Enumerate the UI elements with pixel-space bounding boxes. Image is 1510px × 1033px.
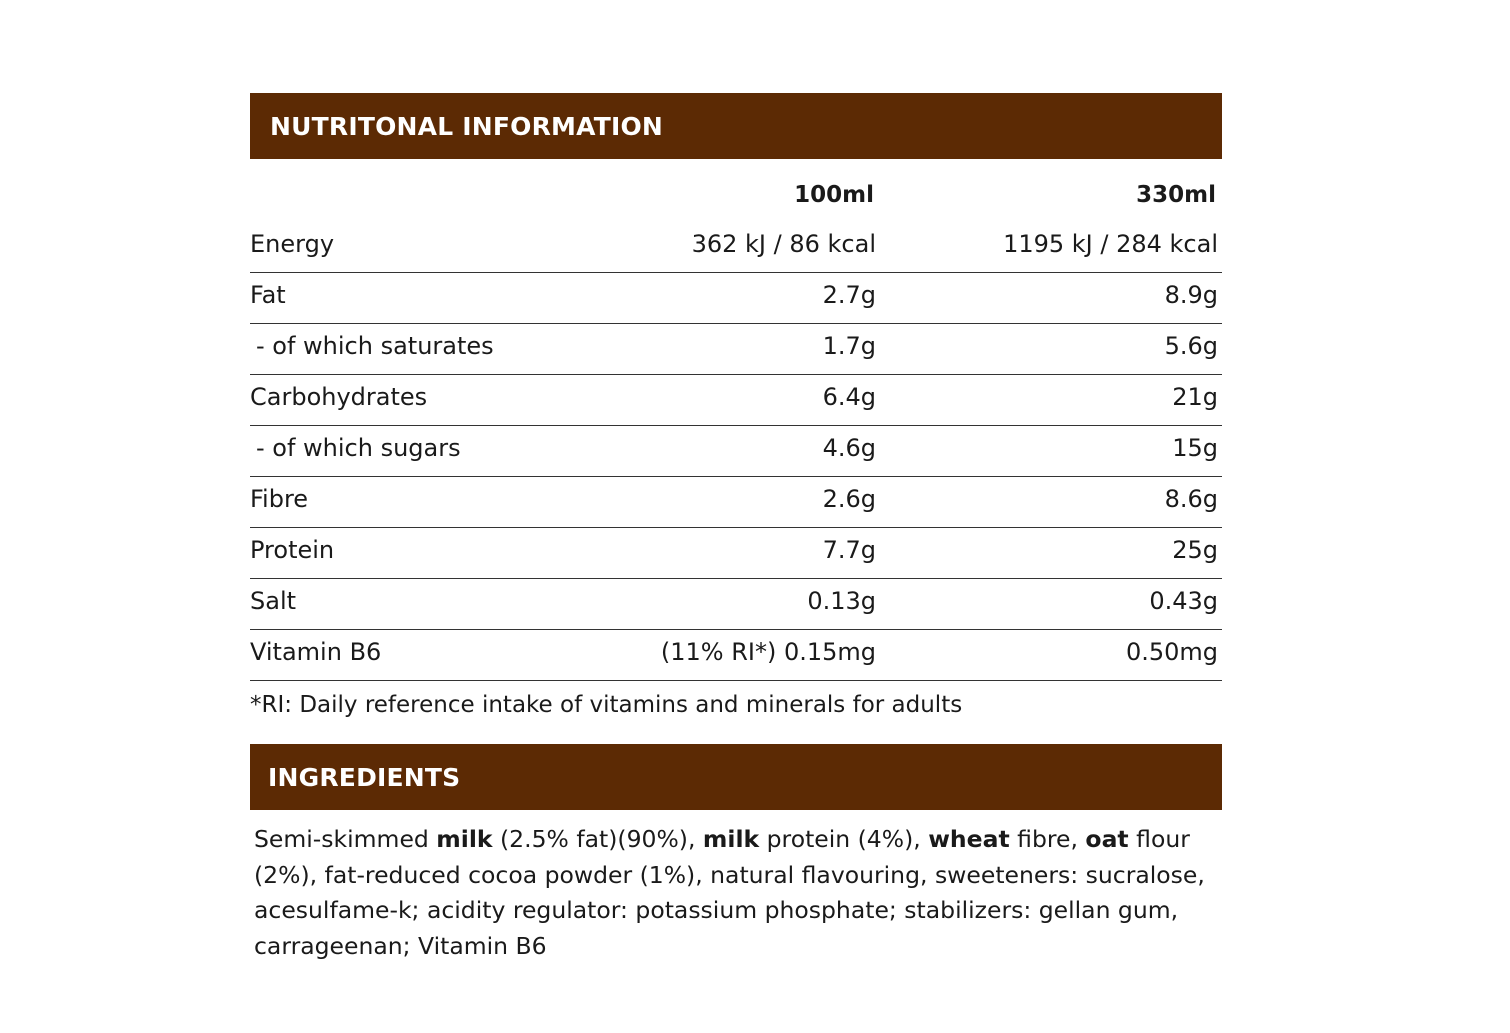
value-per-330ml: 8.6g [1164, 485, 1218, 513]
nutrient-label: - of which saturates [256, 332, 494, 360]
value-per-330ml: 5.6g [1164, 332, 1218, 360]
ingredients-list [254, 822, 1229, 964]
nutrition-table [250, 222, 1222, 681]
nutrition-row [250, 579, 1222, 630]
ri-footnote: *RI: Daily reference intake of vitamins and minerals for adults [250, 692, 963, 718]
nutrition-title: NUTRITONAL INFORMATION [270, 111, 664, 141]
ingredient-text: (2.5% fat)(90%), [492, 825, 703, 853]
value-per-100ml: (11% RI*) 0.15mg [660, 638, 876, 666]
ingredient-text: fibre, [1009, 825, 1086, 853]
nutrient-label: Fat [250, 281, 286, 309]
value-per-100ml: 2.7g [822, 281, 876, 309]
value-per-100ml: 4.6g [822, 434, 876, 462]
nutrient-label: Energy [250, 230, 335, 258]
ingredient-text: flour (2%), fat-reduced cocoa powder (1%), natural flavouring, sweeteners: sucralose, acesulfame-k; acidity regulator: potassium phosphate; stabilizers: gellan gum, carrageenan; Vitamin B6 [254, 825, 1205, 960]
allergen-highlight: oat [1085, 825, 1129, 853]
nutrition-row [250, 375, 1222, 426]
nutrition-row [250, 426, 1222, 477]
value-per-100ml: 362 kJ / 86 kcal [691, 230, 876, 258]
ingredients-header [250, 744, 1222, 810]
value-per-330ml: 8.9g [1164, 281, 1218, 309]
ingredients-title: INGREDIENTS [268, 762, 461, 792]
nutrient-label: Salt [250, 587, 297, 615]
value-per-330ml: 1195 kJ / 284 kcal [1003, 230, 1218, 258]
nutrient-label: Fibre [250, 485, 309, 513]
nutrient-label: Carbohydrates [250, 383, 428, 411]
nutrient-label: Vitamin B6 [250, 638, 382, 666]
value-per-100ml: 6.4g [822, 383, 876, 411]
nutrition-row [250, 273, 1222, 324]
allergen-highlight: milk [702, 825, 760, 853]
nutrient-label: - of which sugars [256, 434, 461, 462]
value-per-330ml: 15g [1172, 434, 1218, 462]
value-per-100ml: 0.13g [807, 587, 876, 615]
value-per-330ml: 0.50mg [1125, 638, 1218, 666]
nutrition-header [250, 93, 1222, 159]
nutrient-label: Protein [250, 536, 335, 564]
column-header-330ml: 330ml [1136, 182, 1216, 208]
ingredient-text: protein (4%), [759, 825, 929, 853]
nutrition-row [250, 630, 1222, 681]
value-per-100ml: 1.7g [822, 332, 876, 360]
column-header-100ml: 100ml [794, 182, 874, 208]
value-per-330ml: 21g [1172, 383, 1218, 411]
value-per-330ml: 25g [1172, 536, 1218, 564]
allergen-highlight: wheat [928, 825, 1010, 853]
nutrition-row [250, 222, 1222, 273]
value-per-100ml: 2.6g [822, 485, 876, 513]
ingredient-text: Semi-skimmed [254, 825, 437, 853]
value-per-100ml: 7.7g [822, 536, 876, 564]
nutrition-row [250, 477, 1222, 528]
column-headers [250, 176, 1222, 216]
nutrition-row [250, 528, 1222, 579]
allergen-highlight: milk [436, 825, 493, 853]
value-per-330ml: 0.43g [1149, 587, 1218, 615]
nutrition-row [250, 324, 1222, 375]
